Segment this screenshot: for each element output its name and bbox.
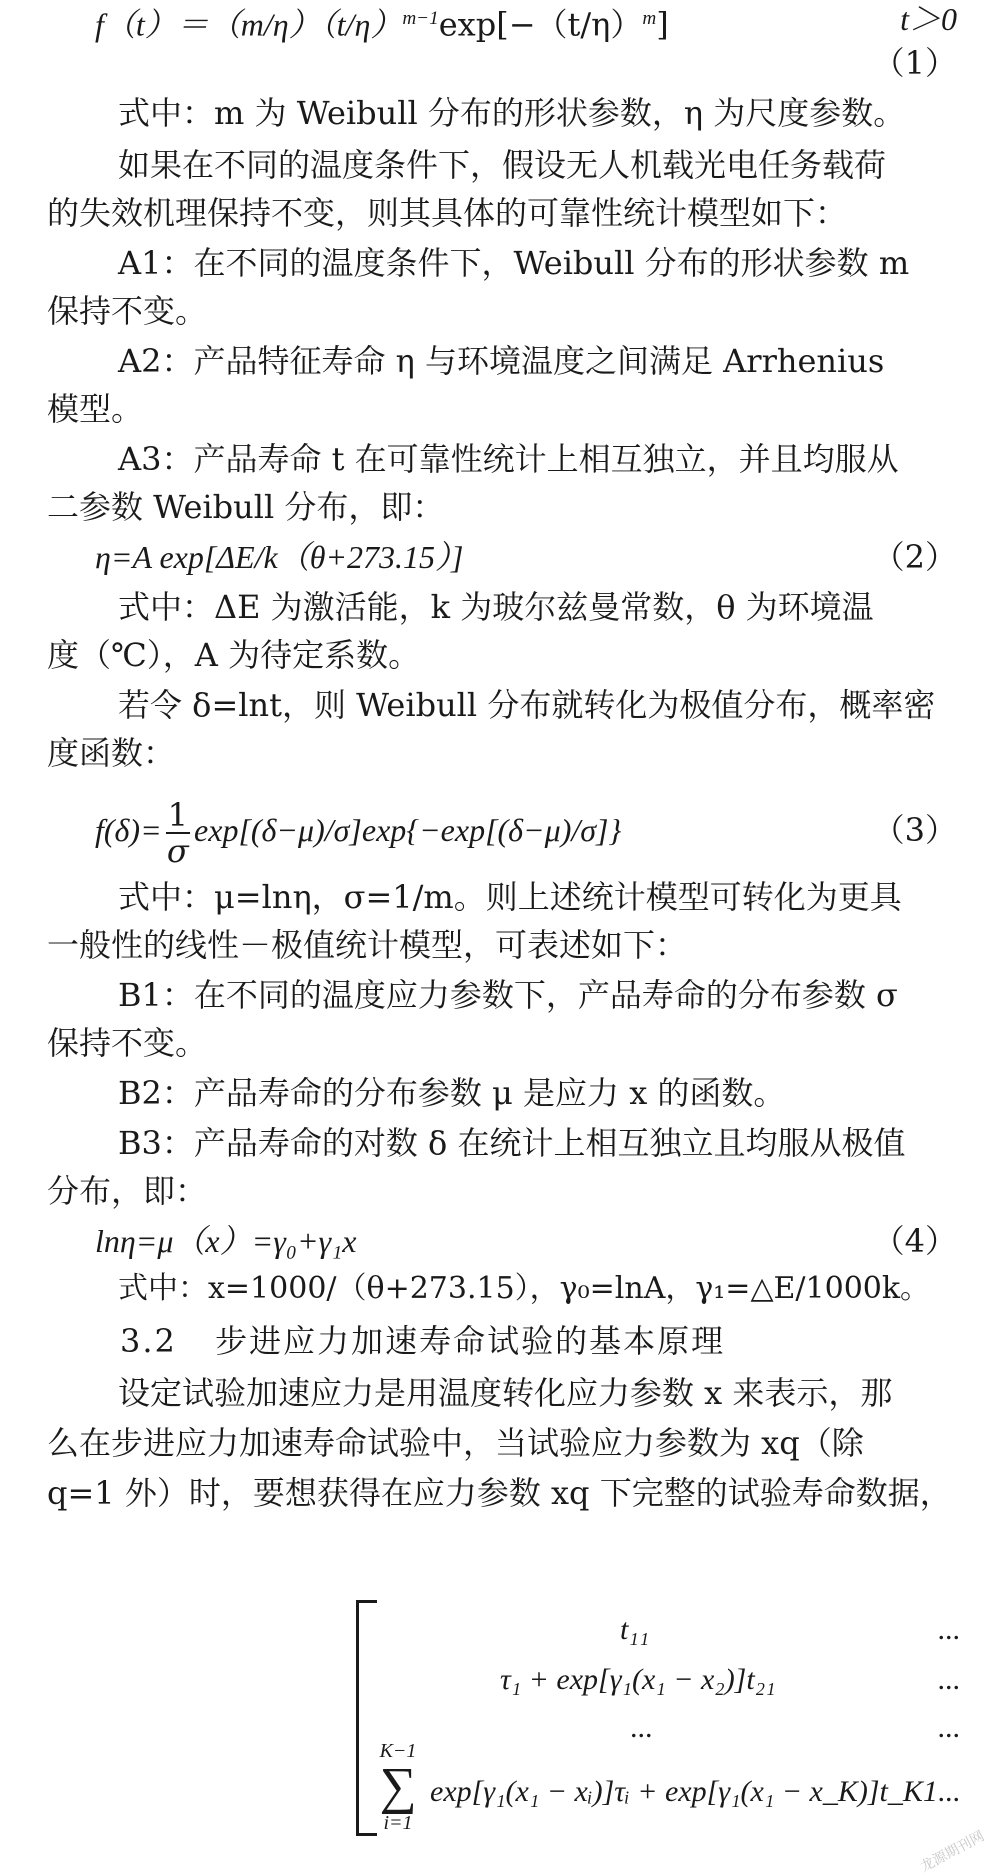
eq1-exponent: m−1 (402, 8, 439, 29)
eq3-number: （3） (872, 811, 957, 849)
paragraph-3-line-2: 度（℃），A 为待定系数。 (47, 636, 421, 674)
paragraph-3-line-1: 式中：ΔE 为激活能，k 为玻尔兹曼常数，θ 为环境温 (118, 588, 874, 626)
equation-2 (95, 532, 957, 582)
summation-lower-limit: i=1 (383, 1812, 413, 1834)
paragraph-5-line-1: 式中：μ=lnη，σ=1/m。则上述统计模型可转化为更具 (118, 878, 902, 916)
assumption-b1-line-1: B1：在不同的温度应力参数下，产品寿命的分布参数 σ (118, 976, 898, 1014)
assumption-a1-line-1: A1：在不同的温度条件下，Weibull 分布的形状参数 m (118, 244, 910, 282)
eq3-fraction-denominator: σ (166, 831, 189, 870)
equation-3 (95, 790, 957, 870)
summation (368, 1740, 428, 1834)
eq2-body: η=A exp[ΔE/k（θ+273.15）] (95, 539, 464, 575)
assumption-a2-line-1: A2：产品特征寿命 η 与环境温度之间满足 Arrhenius (118, 342, 885, 380)
eq4-body: lnη=μ（x）=γ₀+γ₁x (95, 1223, 357, 1259)
paragraph-7-line-3: q=1 外）时，要想获得在应力参数 xq 下完整的试验寿命数据， (47, 1474, 952, 1512)
summation-symbol: ∑ (379, 1758, 417, 1815)
eq3-lhs: f(δ)= (95, 812, 162, 848)
eq1-condition: t＞0 (900, 1, 957, 37)
paragraph-7-line-1: 设定试验加速应力是用温度转化应力参数 x 来表示，那 (118, 1374, 893, 1412)
watermark-logo: 龙源期刊网 (917, 1828, 988, 1876)
assumption-b3-line-2: 分布，即： (47, 1172, 208, 1210)
paragraph-4-line-1: 若令 δ=lnt，则 Weibull 分布就转化为极值分布，概率密 (118, 686, 936, 724)
matrix-cell-r1: t₁₁ (620, 1613, 650, 1646)
assumption-b2: B2：产品寿命的分布参数 μ 是应力 x 的函数。 (118, 1074, 786, 1112)
paragraph-6: 式中：x=1000/（θ+273.15），γ₀=lnA，γ₁=△E/1000k。 (118, 1271, 931, 1306)
matrix-cell-r4: exp[γ₁(x₁ − xᵢ)]τᵢ + exp[γ₁(x₁ − x_K)]t_K1 (430, 1775, 938, 1808)
paragraph-1: 式中：m 为 Weibull 分布的形状参数，η 为尺度参数。 (118, 94, 906, 132)
assumption-a1-line-2: 保持不变。 (47, 292, 208, 330)
paragraph-2-line-1: 如果在不同的温度条件下，假设无人机载光电任务载荷 (118, 146, 887, 184)
eq1-rhs-tail: ] (656, 5, 669, 44)
paragraph-4-line-2: 度函数： (47, 734, 176, 772)
eq1-lhs: f（t）＝（m/η）（t/η） (95, 6, 403, 43)
eq1-number: （1） (872, 44, 957, 82)
matrix-cell-r2: τ₁ + exp[γ₁(x₁ − x₂)]t₂₁ (500, 1663, 776, 1696)
assumption-b3-line-1: B3：产品寿命的对数 δ 在统计上相互独立且均服从极值 (118, 1124, 906, 1162)
matrix-dots-r4: ... (937, 1775, 960, 1808)
eq2-number: （2） (872, 538, 957, 576)
paragraph-7-line-2: 么在步进应力加速寿命试验中，当试验应力参数为 xq（除 (47, 1424, 864, 1462)
paragraph-2-line-2: 的失效机理保持不变，则其具体的可靠性统计模型如下： (47, 194, 848, 232)
section-title: 步进应力加速寿命试验的基本原理 (215, 1322, 726, 1360)
section-number: 3.2 (120, 1322, 177, 1360)
eq3-fraction-numerator: 1 (167, 795, 189, 834)
eq3-rhs: exp[(δ−μ)/σ]exp{−exp[(δ−μ)/σ]} (194, 812, 622, 848)
paragraph-5-line-2: 一般性的线性－极值统计模型，可表述如下： (47, 926, 688, 964)
assumption-a3-line-1: A3：产品寿命 t 在可靠性统计上相互独立，并且均服从 (118, 440, 899, 478)
assumption-a2-line-2: 模型。 (47, 390, 144, 428)
eq1-rhs-exponent: m (642, 8, 657, 29)
summation-upper-limit: K−1 (379, 1740, 417, 1762)
eq4-number: （4） (872, 1222, 957, 1260)
eq1-rhs: exp[−（t/η） (438, 5, 643, 44)
eq3-fraction (166, 795, 190, 870)
assumption-b1-line-2: 保持不变。 (47, 1024, 208, 1062)
matrix-dots-r3: ... (937, 1711, 960, 1744)
matrix-dots-r2: ... (937, 1663, 960, 1696)
matrix-cell-r3: ... (630, 1711, 653, 1744)
matrix-dots-r1: ... (937, 1613, 960, 1646)
section-heading (120, 1316, 1007, 1366)
equation-4 (95, 1216, 957, 1266)
assumption-a3-line-2: 二参数 Weibull 分布，即： (47, 488, 445, 526)
